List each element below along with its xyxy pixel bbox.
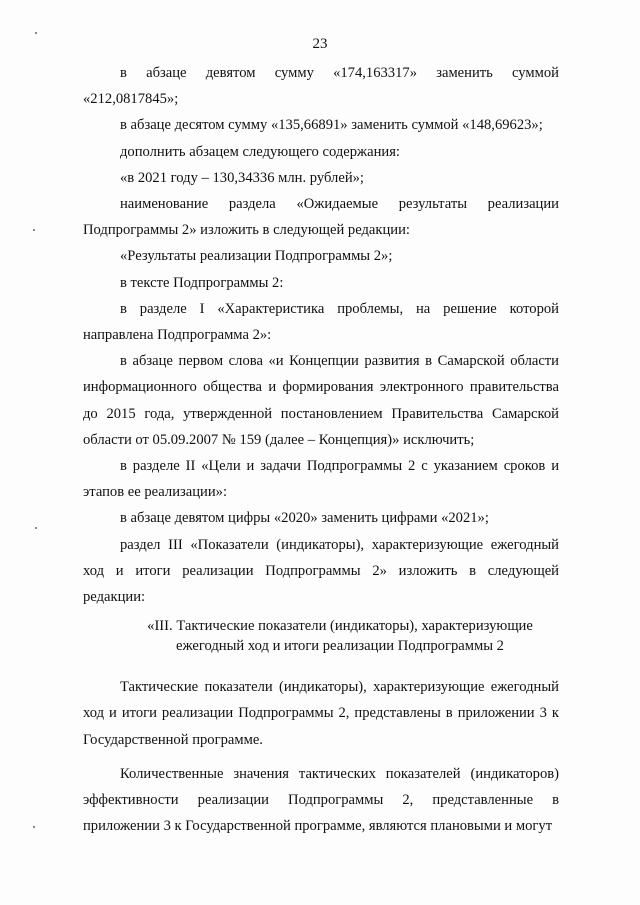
paragraph: раздел III «Показатели (индикаторы), характеризующие ежегодный ход и итоги реализации Подпрограммы 2» изложить в следующей редакции: [83,536,559,606]
paragraph: в разделе II «Цели и задачи Подпрограммы 2 с указанием сроков и этапов ее реализации»: [83,458,559,501]
paragraph: в абзаце десятом сумму «135,66891» заменить суммой «148,69623»; [120,117,543,134]
paragraph: Тактические показатели (индикаторы), характеризующие ежегодный ход и итоги реализации Подпрограммы 2, представлены в приложении 3 к Государственной программе. [83,679,559,748]
paragraph: в тексте Подпрограммы 2: [120,274,284,291]
page-number: 23 [312,36,328,52]
document-body [83,60,559,839]
paragraph: в абзаце девятом сумму «174,163317» заменить суммой «212,0817845»; [83,65,559,108]
paragraph: «в 2021 году – 130,34336 млн. рублей»; [120,169,364,186]
scan-speck [35,32,37,34]
paragraph: Количественные значения тактических показателей (индикаторов) эффективности реализации Подпрограммы 2, представленные в приложении 3 к Государственной программе, являются плановыми и могут [83,765,559,835]
paragraph: в разделе I «Характеристика проблемы, на решение которой направлена Подпрограмма 2»: [83,300,559,344]
paragraph: в абзаце первом слова «и Концепции развития в Самарской области информационного общества и формирования электронного правительства до 2015 года, утвержденной постановлением Правительства Самарской области от 05.09.2007 № 159 (далее – Концепция)» исключить; [83,353,559,448]
paragraph: дополнить абзацем следующего содержания: [120,143,400,160]
paragraph: в абзаце девятом цифры «2020» заменить цифрами «2021»; [120,510,489,527]
paragraph: «Результаты реализации Подпрограммы 2»; [120,248,393,265]
section-heading-line: ежегодный ход и итоги реализации Подпрограммы 2 [176,638,504,655]
scan-speck [35,527,37,529]
scan-speck [33,826,35,828]
spacer [83,753,559,761]
section-heading [83,616,559,656]
scan-speck [33,229,35,231]
spacer [83,666,559,674]
paragraph: наименование раздела «Ожидаемые результаты реализации Подпрограммы 2» изложить в следующей редакции: [83,196,559,239]
section-heading-line: «III. Тактические показатели (индикаторы), характеризующие [147,618,533,635]
